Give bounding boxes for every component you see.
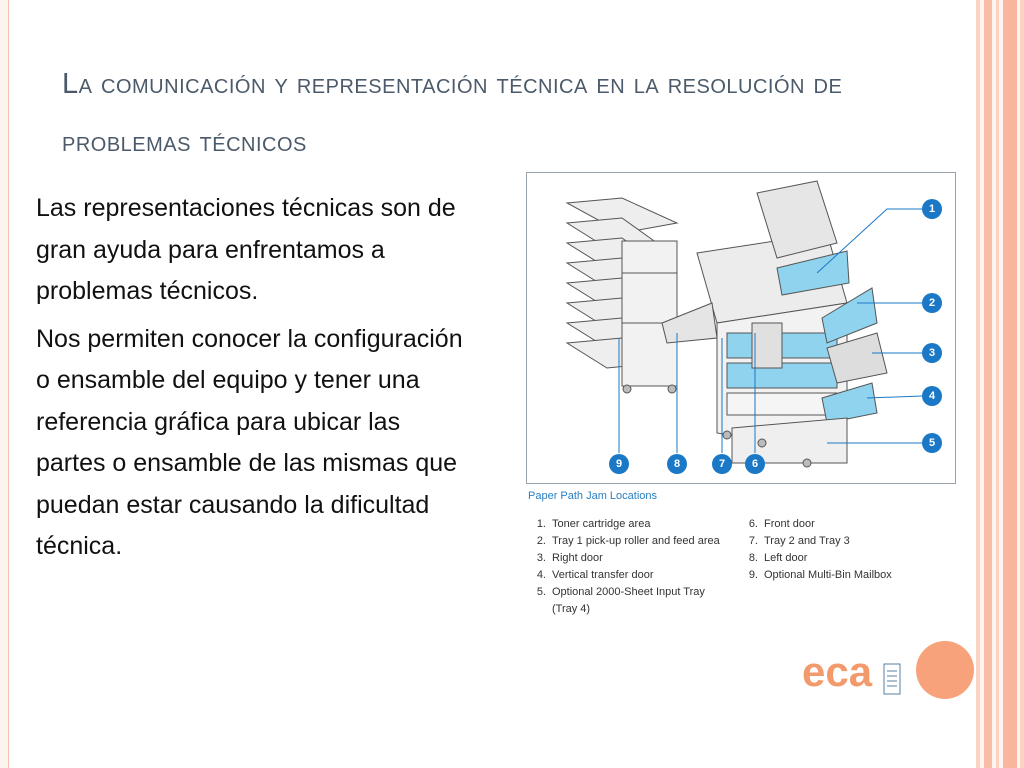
legend-item: 8. Left door bbox=[748, 552, 808, 564]
legend-right bbox=[744, 516, 892, 584]
legend-item: 2. Tray 1 pick-up roller and feed area bbox=[536, 535, 720, 547]
paragraph-1: Las representaciones técnicas son de gran ayuda para enfrentamos a problemas técnicos. bbox=[36, 194, 456, 305]
legend-item: 4. Vertical transfer door bbox=[536, 569, 654, 581]
callout-8-icon: 8 bbox=[667, 454, 687, 474]
printer-illustration bbox=[527, 173, 955, 483]
legend-item: 5. Optional 2000-Sheet Input Tray bbox=[536, 586, 705, 598]
callout-4-icon: 4 bbox=[922, 386, 942, 406]
printer-figure bbox=[526, 172, 956, 642]
mailbox-unit bbox=[567, 198, 677, 393]
decorative-stripes bbox=[976, 0, 1024, 768]
callout-1-icon: 1 bbox=[922, 199, 942, 219]
slide-title: La comunicación y representación técnica en la resolución de problemas técnicos bbox=[62, 68, 843, 158]
callout-9-icon: 9 bbox=[609, 454, 629, 474]
legend-item: 9. Optional Multi-Bin Mailbox bbox=[748, 569, 892, 581]
printer-body bbox=[662, 181, 887, 467]
callout-6-icon: 6 bbox=[745, 454, 765, 474]
figure-caption: Paper Path Jam Locations bbox=[528, 490, 658, 502]
legend-item: 6. Front door bbox=[748, 518, 815, 530]
callout-5-icon: 5 bbox=[922, 433, 942, 453]
callout-7-icon: 7 bbox=[712, 454, 732, 474]
legend-item: 7. Tray 2 and Tray 3 bbox=[748, 535, 850, 547]
callout-3-icon: 3 bbox=[922, 343, 942, 363]
paragraph-2: Nos permiten conocer la configuración o ensamble del equipo y tener una referencia gráfica para ubicar las partes o ensamble de las mismas que puedan estar causando la dificultad técnica. bbox=[36, 324, 463, 560]
printer-diagram bbox=[526, 172, 956, 484]
logo-text: eca bbox=[802, 648, 873, 695]
legend-left bbox=[532, 516, 720, 618]
eca-logo bbox=[800, 638, 980, 708]
body-text bbox=[36, 188, 476, 574]
legend-item: 3. Right door bbox=[536, 552, 603, 564]
legend-item: (Tray 4) bbox=[552, 603, 591, 615]
legend-item: 1. Toner cartridge area bbox=[536, 518, 651, 530]
callout-2-icon: 2 bbox=[922, 293, 942, 313]
